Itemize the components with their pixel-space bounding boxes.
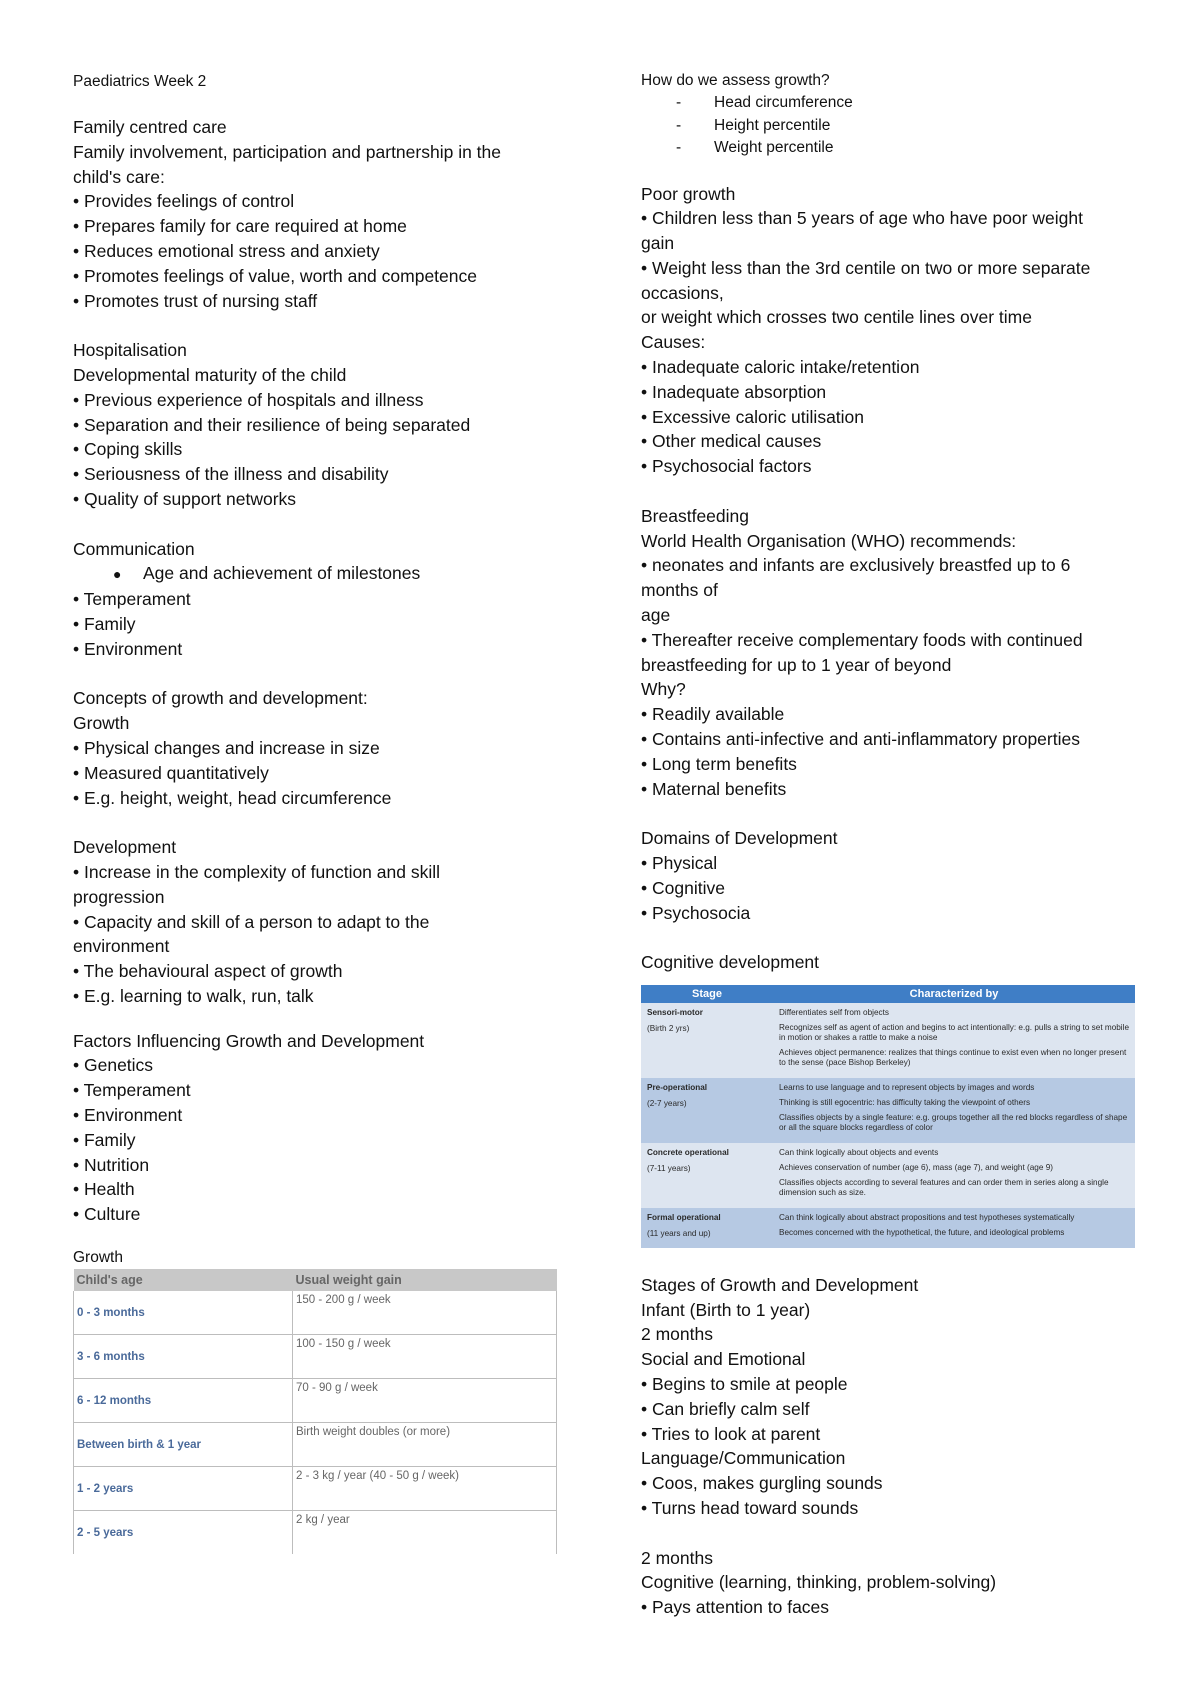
- characteristic-text: Can think logically about abstract propositions and test hypotheses systematically: [779, 1213, 1075, 1222]
- bullet-item: • Begins to smile at people: [641, 1373, 848, 1394]
- section-cognitive-development: [641, 950, 1141, 1248]
- bullet-item: • Reduces emotional stress and anxiety: [73, 240, 380, 261]
- characteristic-text: Recognizes self as agent of action and begins to act intentionally: e.g. pulls a string to set mobile in motion or shakes a rattle to make a noise: [779, 1023, 1129, 1042]
- bullet-item: • Cognitive: [641, 877, 725, 898]
- bullet-item: • Thereafter receive complementary foods with continued: [641, 629, 1083, 650]
- text-line: Growth: [73, 713, 130, 734]
- characteristic-text: Achieves conservation of number (age 6), mass (age 7), and weight (age 9): [779, 1163, 1053, 1172]
- table-cell-gain: Birth weight doubles (or more): [293, 1423, 557, 1467]
- bullet-item: • Quality of support networks: [73, 488, 297, 509]
- table-cell-gain: 2 kg / year: [293, 1511, 557, 1555]
- bullet-item: • Promotes feelings of value, worth and competence: [73, 265, 477, 286]
- bullet-item: • Pays attention to faces: [641, 1597, 830, 1618]
- bullet-item: • Promotes trust of nursing staff: [73, 290, 318, 311]
- bullet-item: • Children less than 5 years of age who have poor weight: [641, 208, 1083, 229]
- stage-cell: [641, 1143, 773, 1208]
- stage-name: Pre-operational: [647, 1083, 708, 1092]
- bullet-item: • Turns head toward sounds: [641, 1497, 859, 1518]
- bullet-item: • Increase in the complexity of function and skill: [73, 861, 441, 882]
- table-row: [641, 1003, 1135, 1078]
- bullet-item: • Measured quantitatively: [73, 762, 269, 783]
- section-heading: Family centred care: [73, 117, 227, 137]
- bullet-item: • Family: [73, 1129, 136, 1150]
- dash-item-text: Head circumference: [714, 94, 853, 111]
- text-line: child's care:: [73, 166, 165, 187]
- text-line: or weight which crosses two centile lines over time: [641, 307, 1032, 328]
- text-line: Cognitive (learning, thinking, problem-solving): [641, 1572, 997, 1593]
- table-cell-gain: 70 - 90 g / week: [293, 1379, 557, 1423]
- bullet-item: • Culture: [73, 1204, 141, 1225]
- text-line: gain: [641, 233, 675, 254]
- column-header: Stage: [641, 985, 773, 1003]
- right-column: [641, 70, 1141, 1620]
- bullet-item: • Physical: [641, 853, 718, 874]
- section-communication: [73, 537, 593, 662]
- bullet-item: • Excessive caloric utilisation: [641, 406, 865, 427]
- column-header: Child's age: [74, 1269, 293, 1291]
- characteristic-text: Classifies objects according to several features and can order them in series along a single dimension such as size.: [779, 1178, 1109, 1197]
- bullet-item: • Coos, makes gurgling sounds: [641, 1473, 883, 1494]
- table-row: [641, 1078, 1135, 1143]
- bullet-dot-icon: ●: [113, 566, 122, 583]
- section-heading: Breastfeeding: [641, 505, 749, 526]
- growth-table-label: Growth: [73, 1249, 123, 1267]
- characteristic-text: Differentiates self from objects: [779, 1008, 889, 1017]
- stage-name: Concrete operational: [647, 1148, 729, 1157]
- characteristic-text: Can think logically about objects and events: [779, 1148, 939, 1157]
- section-heading: Cognitive development: [641, 952, 820, 973]
- bullet-item: • Other medical causes: [641, 431, 822, 452]
- bullet-item: • neonates and infants are exclusively breastfed up to 6: [641, 555, 1071, 576]
- table-cell-gain: 2 - 3 kg / year (40 - 50 g / week): [293, 1467, 557, 1511]
- table-row: [74, 1291, 557, 1335]
- dash-item-text: Height percentile: [714, 116, 831, 134]
- bullet-item: • Can briefly calm self: [641, 1398, 810, 1419]
- bullet-item: • The behavioural aspect of growth: [73, 961, 343, 982]
- stage-name: Sensori-motor: [647, 1008, 703, 1017]
- text-line: progression: [73, 886, 165, 907]
- section-heading: Domains of Development: [641, 828, 838, 849]
- table-row: [74, 1467, 557, 1511]
- section-heading: How do we assess growth?: [641, 72, 830, 89]
- characteristic-text: Becomes concerned with the hypothetical, the future, and ideological problems: [779, 1228, 1065, 1237]
- text-line: environment: [73, 936, 170, 957]
- bullet-item: • Weight less than the 3rd centile on two or more separate: [641, 257, 1091, 278]
- bullet-item: • Temperament: [73, 1080, 191, 1101]
- text-line: Causes:: [641, 332, 706, 353]
- bullet-item: • Genetics: [73, 1055, 154, 1076]
- bullet-item: • Prepares family for care required at home: [73, 216, 407, 237]
- section-domains: [641, 826, 1141, 925]
- stage-name: Formal operational: [647, 1213, 721, 1222]
- text-line: Infant (Birth to 1 year): [641, 1299, 811, 1320]
- section-heading: Concepts of growth and development:: [73, 688, 368, 709]
- bullet-item: • Temperament: [73, 589, 191, 610]
- bullet-item: • Tries to look at parent: [641, 1423, 821, 1444]
- characteristic-text: Classifies objects by a single feature: e.g. groups together all the red blocks regardless of shape or all the square blocks regardless of color: [779, 1113, 1128, 1132]
- left-column: [73, 70, 593, 1554]
- section-poor-growth: [641, 182, 1141, 480]
- table-row: [641, 1143, 1135, 1208]
- stage-age: (2-7 years): [647, 1099, 687, 1108]
- characteristics-cell: [773, 1003, 1135, 1078]
- cognitive-stages-table: [641, 985, 1135, 1248]
- section-assess-growth: [641, 70, 1141, 160]
- table-cell-gain: 150 - 200 g / week: [293, 1291, 557, 1335]
- table-cell-age: 3 - 6 months: [74, 1335, 293, 1379]
- table-cell-age: 0 - 3 months: [74, 1291, 293, 1335]
- table-header-row: [74, 1269, 557, 1291]
- section-family-centred-care: [73, 115, 593, 313]
- bullet-item: • E.g. height, weight, head circumference: [73, 787, 392, 808]
- characteristics-cell: [773, 1208, 1135, 1248]
- bullet-item: • Provides feelings of control: [73, 191, 295, 212]
- section-stages: [641, 1273, 1141, 1620]
- characteristic-text: Thinking is still egocentric: has difficulty taking the viewpoint of others: [779, 1098, 1031, 1107]
- stage-cell: [641, 1208, 773, 1248]
- table-row: [74, 1379, 557, 1423]
- table-header-row: [641, 985, 1135, 1003]
- dash-item-text: Weight percentile: [714, 139, 834, 156]
- section-development: [73, 835, 593, 1009]
- bullet-item: • Seriousness of the illness and disability: [73, 464, 389, 485]
- section-concepts: [73, 686, 593, 810]
- text-line: breastfeeding for up to 1 year of beyond: [641, 654, 952, 675]
- column-header: Usual weight gain: [293, 1269, 557, 1291]
- indented-bullet-item: [73, 561, 593, 587]
- bullet-item: • Inadequate absorption: [641, 381, 827, 402]
- characteristic-text: Learns to use language and to represent objects by images and words: [779, 1083, 1035, 1092]
- section-heading: Stages of Growth and Development: [641, 1274, 919, 1295]
- table-cell-age: Between birth & 1 year: [74, 1423, 293, 1467]
- section-heading: Factors Influencing Growth and Development: [73, 1030, 425, 1051]
- table-row: [641, 1208, 1135, 1248]
- section-heading: Poor growth: [641, 183, 736, 204]
- text-line: Why?: [641, 679, 686, 700]
- characteristics-cell: [773, 1078, 1135, 1143]
- section-heading: Development: [73, 837, 177, 858]
- bullet-item: • E.g. learning to walk, run, talk: [73, 985, 314, 1006]
- stage-age: (Birth 2 yrs): [647, 1024, 690, 1033]
- bullet-item: • Capacity and skill of a person to adapt to the: [73, 911, 430, 932]
- section-hospitalisation: [73, 338, 593, 512]
- characteristics-cell: [773, 1143, 1135, 1208]
- stage-age: (7-11 years): [647, 1164, 691, 1173]
- bullet-item: • Environment: [73, 638, 183, 659]
- bullet-item: • Maternal benefits: [641, 778, 787, 799]
- table-cell-age: 6 - 12 months: [74, 1379, 293, 1423]
- text-line: age: [641, 605, 671, 626]
- text-line: Social and Emotional: [641, 1349, 806, 1370]
- bullet-item: • Coping skills: [73, 439, 183, 460]
- table-cell-age: 2 - 5 years: [74, 1511, 293, 1555]
- stage-cell: [641, 1078, 773, 1143]
- table-cell-gain: 100 - 150 g / week: [293, 1335, 557, 1379]
- table-row: [74, 1423, 557, 1467]
- text-line: Developmental maturity of the child: [73, 364, 347, 385]
- bullet-text: Age and achievement of milestones: [143, 563, 421, 584]
- bullet-item: • Environment: [73, 1105, 183, 1126]
- table-cell-age: 1 - 2 years: [74, 1467, 293, 1511]
- bullet-item: • Nutrition: [73, 1154, 150, 1175]
- bullet-item: • Long term benefits: [641, 753, 797, 774]
- bullet-item: • Readily available: [641, 704, 785, 725]
- column-header: Characterized by: [773, 985, 1135, 1003]
- dash-list-item: - Weight percentile: [676, 139, 834, 156]
- section-heading: Communication: [73, 538, 195, 559]
- text-line: 2 months: [641, 1547, 713, 1568]
- bullet-item: • Inadequate caloric intake/retention: [641, 357, 920, 378]
- text-line: 2 months: [641, 1324, 713, 1345]
- text-line: occasions,: [641, 282, 724, 303]
- section-factors: [73, 1029, 593, 1227]
- table-row: [74, 1511, 557, 1555]
- bullet-item: • Physical changes and increase in size: [73, 737, 380, 758]
- text-line: Language/Communication: [641, 1448, 846, 1469]
- bullet-item: • Psychosocial factors: [641, 456, 812, 477]
- section-breastfeeding: [641, 504, 1141, 802]
- text-line: Family involvement, participation and partnership in the: [73, 141, 501, 162]
- page-title: Paediatrics Week 2: [73, 73, 207, 90]
- stage-age: (11 years and up): [647, 1229, 711, 1238]
- growth-table: [73, 1269, 557, 1554]
- text-line: months of: [641, 580, 718, 601]
- table-row: [74, 1335, 557, 1379]
- bullet-item: • Psychosocia: [641, 902, 751, 923]
- stage-cell: [641, 1003, 773, 1078]
- dash-list-item: - Head circumference: [676, 94, 853, 111]
- bullet-item: • Contains anti-infective and anti-inflammatory properties: [641, 729, 1080, 750]
- bullet-item: • Family: [73, 613, 136, 634]
- section-heading: Hospitalisation: [73, 340, 187, 361]
- bullet-item: • Previous experience of hospitals and illness: [73, 389, 424, 410]
- bullet-item: • Health: [73, 1179, 135, 1200]
- characteristic-text: Achieves object permanence: realizes that things continue to exist even when no longer present to the sense (pace Bishop Berkeley): [779, 1048, 1127, 1067]
- dash-list-item: - Height percentile: [676, 116, 831, 134]
- bullet-item: • Separation and their resilience of being separated: [73, 414, 471, 435]
- text-line: World Health Organisation (WHO) recommends:: [641, 530, 1017, 551]
